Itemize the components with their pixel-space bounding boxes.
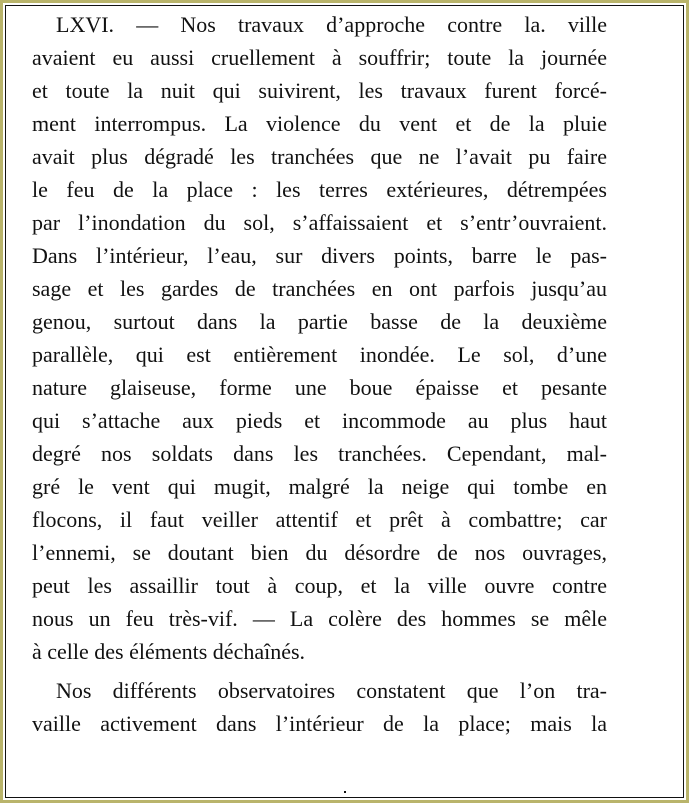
text-line: degré nos soldats dans les tranchées. Cependant, mal- — [32, 441, 607, 466]
text-line: genou, surtout dans la partie basse de la deuxième — [32, 309, 607, 334]
text-line: ment interrompus. La violence du vent et de la pluie — [32, 111, 607, 136]
page-inner-border — [5, 5, 684, 798]
text-line: Nos différents observatoires constatent que l’on tra- — [56, 678, 607, 703]
text-line: LXVI. — Nos travaux d’approche contre la. ville — [56, 12, 607, 37]
text-line: nous un feu très-vif. — La colère des hommes se mêle — [32, 606, 607, 631]
page-mark — [344, 791, 346, 793]
text-line: parallèle, qui est entièrement inondée. Le sol, d’une — [32, 342, 607, 367]
text-line: Dans l’intérieur, l’eau, sur divers points, barre le pas- — [32, 243, 607, 268]
text-line: le feu de la place : les terres extérieures, détrempées — [32, 177, 607, 202]
text-line: gré le vent qui mugit, malgré la neige qui tombe en — [32, 474, 607, 499]
text-line: à celle des éléments déchaînés. — [32, 639, 306, 664]
text-line: avaient eu aussi cruellement à souffrir; toute la journée — [32, 45, 607, 70]
text-line: sage et les gardes de tranchées en ont parfois jusqu’au — [32, 276, 607, 301]
text-line: nature glaiseuse, forme une boue épaisse et pesante — [32, 375, 607, 400]
text-line: par l’inondation du sol, s’affaissaient et s’entr’ouvraient. — [32, 210, 607, 235]
text-line: flocons, il faut veiller attentif et prêt à combattre; car — [32, 507, 607, 532]
paragraph-1 — [32, 8, 607, 668]
text-line: l’ennemi, se doutant bien du désordre de nos ouvrages, — [32, 540, 607, 565]
paragraph-2 — [32, 674, 607, 740]
text-line: et toute la nuit qui suivirent, les travaux furent forcé- — [32, 78, 607, 103]
text-line: qui s’attache aux pieds et incommode au plus haut — [32, 408, 607, 433]
text-block — [32, 8, 607, 740]
text-line: avait plus dégradé les tranchées que ne l’avait pu faire — [32, 144, 607, 169]
text-line: peut les assaillir tout à coup, et la ville ouvre contre — [32, 573, 607, 598]
text-line: vaille activement dans l’intérieur de la place; mais la — [32, 711, 607, 736]
